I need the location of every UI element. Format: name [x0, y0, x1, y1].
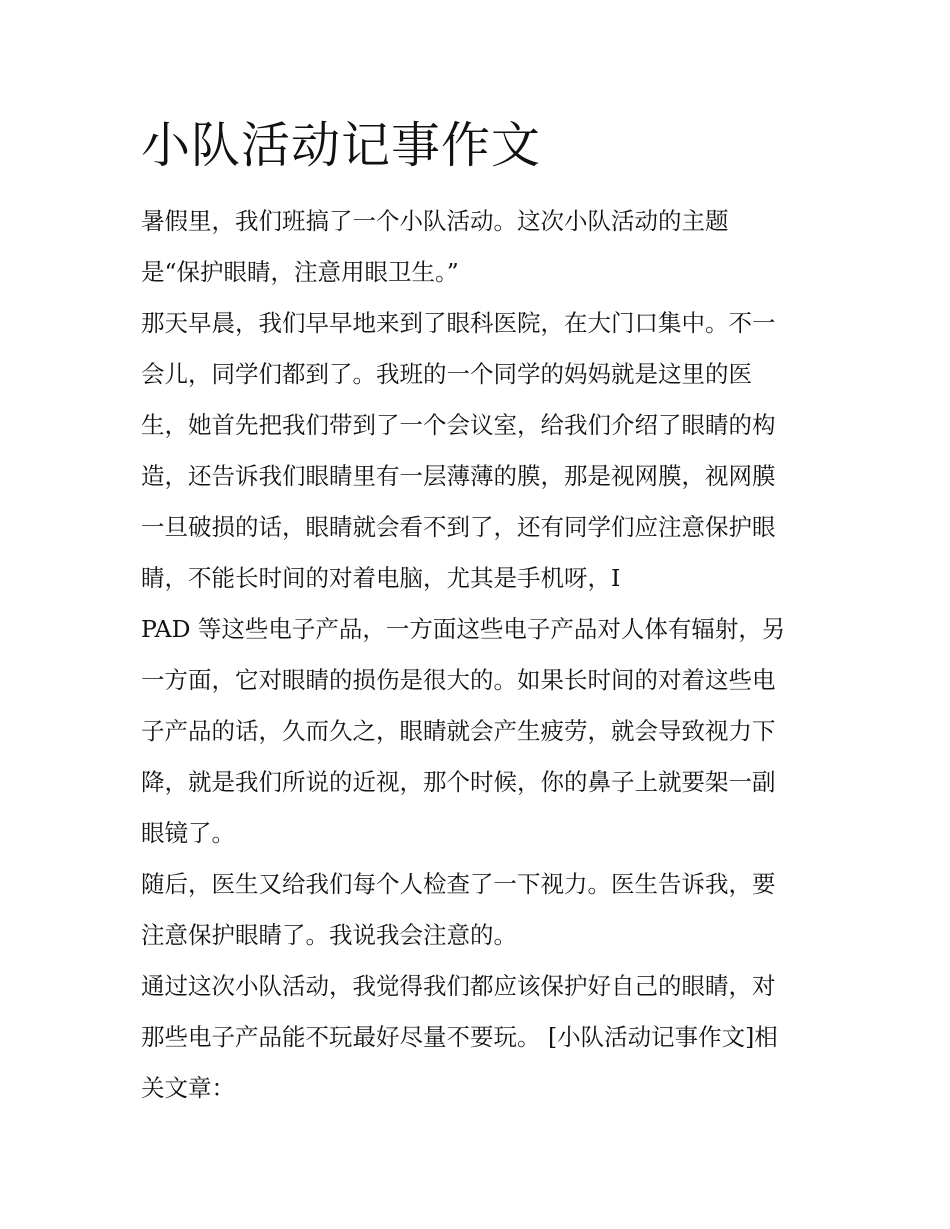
body-line: 是“保护眼睛，注意用眼卫生。”: [141, 258, 459, 286]
body-line: 眼镜了。: [141, 819, 235, 847]
body-line: 子产品的话，久而久之，眼睛就会产生疲劳，就会导致视力下: [141, 717, 776, 745]
body-line: 降，就是我们所说的近视，那个时候，你的鼻子上就要架一副: [141, 768, 776, 796]
body-line: 暑假里，我们班搞了一个小队活动。这次小队活动的主题: [141, 207, 729, 235]
body-line: 生，她首先把我们带到了一个会议室，给我们介绍了眼睛的构: [141, 411, 776, 439]
body-line: 一方面，它对眼睛的损伤是很大的。如果长时间的对着这些电: [141, 666, 776, 694]
document-title: 小队活动记事作文: [141, 117, 542, 174]
body-line: 那些电子产品能不玩最好尽量不要玩。 [小队活动记事作文]相: [141, 1023, 778, 1051]
body-line: 睛，不能长时间的对着电脑，尤其是手机呀，I: [141, 564, 621, 592]
body-line: PAD 等这些电子产品，一方面这些电子产品对人体有辐射，另: [141, 615, 786, 643]
body-line: 随后，医生又给我们每个人检查了一下视力。医生告诉我，要: [141, 870, 776, 898]
body-line: 注意保护眼睛了。我说我会注意的。: [141, 921, 517, 949]
document-body: [141, 196, 821, 1114]
body-line: 关文章：: [141, 1074, 235, 1102]
body-line: 那天早晨，我们早早地来到了眼科医院，在大门口集中。不一: [141, 309, 776, 337]
body-line: 会儿，同学们都到了。我班的一个同学的妈妈就是这里的医: [141, 360, 752, 388]
body-line: 造，还告诉我们眼睛里有一层薄薄的膜，那是视网膜，视网膜: [141, 462, 776, 490]
body-line: 一旦破损的话，眼睛就会看不到了，还有同学们应注意保护眼: [141, 513, 776, 541]
body-line: 通过这次小队活动，我觉得我们都应该保护好自己的眼睛，对: [141, 972, 776, 1000]
